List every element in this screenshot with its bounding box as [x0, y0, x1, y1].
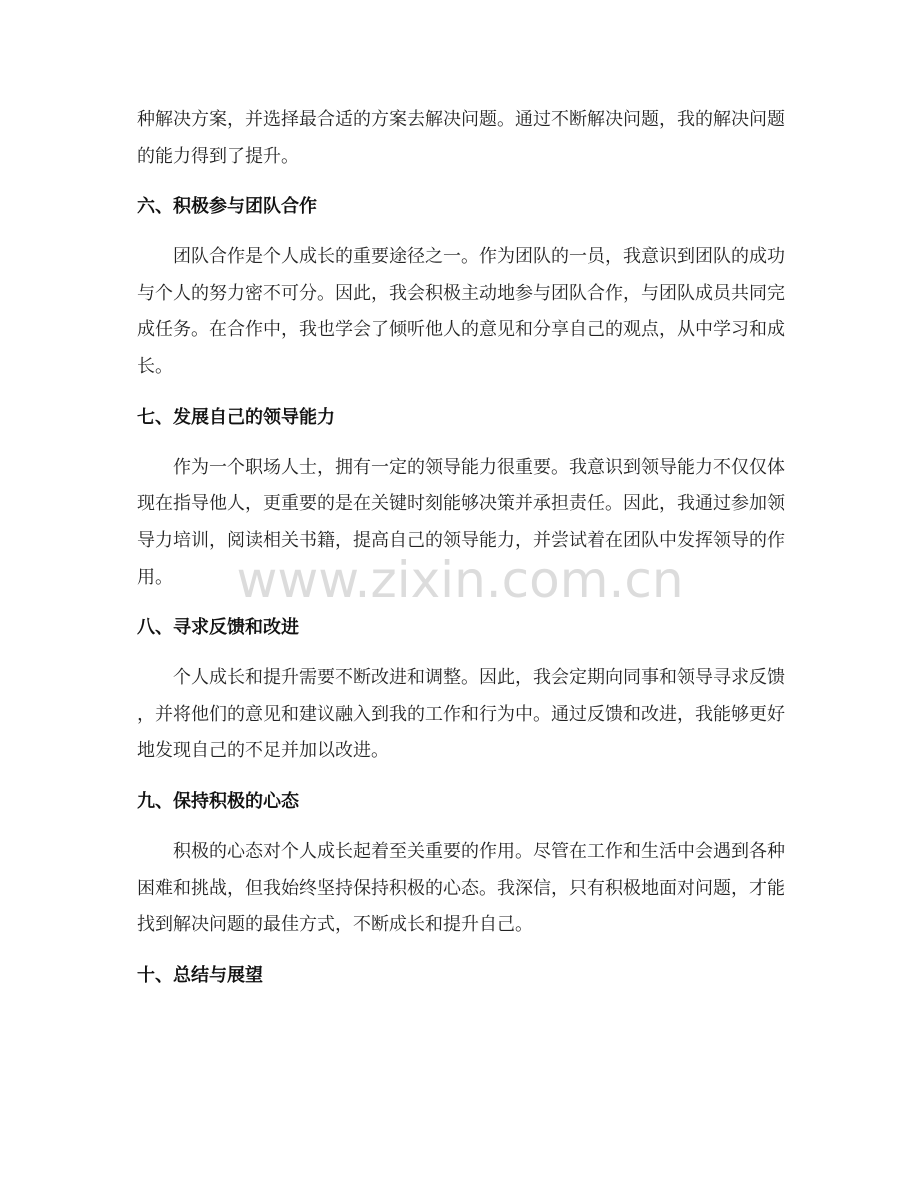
paragraph-line: ，并将他们的意见和建议融入到我的工作和行为中。通过反馈和改进，我能够更好	[137, 703, 785, 725]
watermark-text: www.zixin.com.cn	[236, 551, 684, 609]
paragraph-line: 种解决方案，并选择最合适的方案去解决问题。通过不断解决问题，我的解决问题	[137, 109, 785, 130]
paragraph-section-7	[137, 450, 797, 596]
paragraph-line: 与个人的努力密不可分。因此，我会积极主动地参与团队合作，与团队成员共同完	[137, 282, 785, 304]
section-heading-8: 八、寻求反馈和改进	[137, 617, 299, 639]
paragraph-line: 个人成长和提升需要不断改进和调整。因此，我会定期向同事和领导寻求反馈	[173, 667, 785, 689]
section-heading-7: 七、发展自己的领导能力	[137, 406, 335, 428]
paragraph-line: 导力培训，阅读相关书籍，提高自己的领导能力，并尝试着在团队中发挥领导的作	[137, 529, 785, 551]
document-body	[137, 102, 797, 1008]
paragraph-line: 长。	[137, 356, 173, 378]
paragraph-line: 现在指导他人，更重要的是在关键时刻能够决策并承担责任。因此，我通过参加领	[137, 493, 785, 515]
paragraph-line: 用。	[137, 566, 173, 588]
section-heading-6: 六、积极参与团队合作	[137, 196, 317, 218]
section-heading-9: 九、保持积极的心态	[137, 791, 299, 812]
paragraph-line: 地发现自己的不足并加以改进。	[137, 740, 389, 762]
paragraph-intro	[137, 102, 797, 175]
paragraph-section-9	[137, 834, 797, 944]
paragraph-section-6	[137, 239, 797, 385]
paragraph-section-8	[137, 660, 797, 770]
section-heading-10: 十、总结与展望	[137, 964, 263, 986]
paragraph-line: 困难和挑战，但我始终坚持保持积极的心态。我深信，只有积极地面对问题，才能	[137, 877, 785, 899]
paragraph-line: 积极的心态对个人成长起着至关重要的作用。尽管在工作和生活中会遇到各种	[173, 841, 785, 863]
paragraph-line: 的能力得到了提升。	[137, 145, 299, 167]
paragraph-line: 团队合作是个人成长的重要途径之一。作为团队的一员，我意识到团队的成功	[173, 246, 785, 268]
paragraph-line: 成任务。在合作中，我也学会了倾听他人的意见和分享自己的观点，从中学习和成	[137, 319, 785, 341]
paragraph-line: 作为一个职场人士，拥有一定的领导能力很重要。我意识到领导能力不仅仅体	[173, 456, 785, 478]
paragraph-line: 找到解决问题的最佳方式，不断成长和提升自己。	[137, 914, 533, 936]
